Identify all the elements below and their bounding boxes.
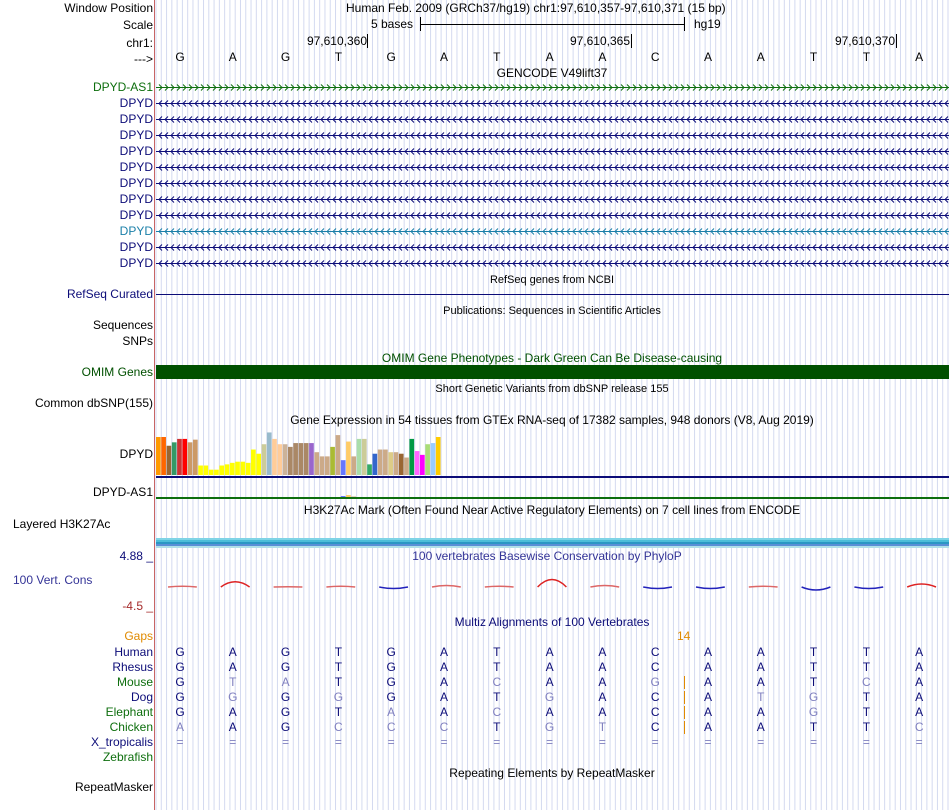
gtex-dpyd-bar[interactable]: [262, 444, 267, 475]
multiz-base: =: [810, 735, 818, 749]
omim-feature-bar[interactable]: [156, 365, 949, 379]
h3k27ac-layer-4: [156, 544, 949, 546]
h3k27ac-layer-3: [156, 542, 949, 544]
multiz-base: T: [862, 720, 871, 734]
gencode-transcript-line[interactable]: [156, 98, 949, 109]
phylop-score-mark[interactable]: [802, 587, 831, 590]
phylop-score-mark[interactable]: [907, 584, 936, 587]
multiz-base: A: [598, 690, 607, 704]
multiz-base: C: [492, 675, 502, 689]
multiz-base: =: [440, 735, 448, 749]
multiz-base: G: [280, 660, 291, 674]
coord-1: 97,610,360: [306, 34, 367, 48]
repeatmasker-title[interactable]: Repeating Elements by RepeatMasker: [449, 766, 655, 780]
phylop-label[interactable]: 100 Vert. Cons: [13, 573, 93, 587]
phylop-score-mark[interactable]: [590, 586, 619, 588]
multiz-species-label[interactable]: Chicken: [109, 720, 153, 734]
gtex-dpyd-bar[interactable]: [161, 437, 166, 475]
gtex-dpyd-bar[interactable]: [362, 439, 367, 475]
gtex-dpyd-bar[interactable]: [240, 462, 245, 475]
multiz-base: =: [229, 735, 237, 749]
gtex-dpyd-bar[interactable]: [299, 443, 304, 475]
gencode-transcript-label[interactable]: DPYD: [119, 240, 153, 254]
multiz-base: G: [280, 690, 291, 704]
phylop-score-mark[interactable]: [168, 586, 197, 587]
multiz-base: A: [545, 660, 554, 674]
multiz-base: =: [282, 735, 290, 749]
reference-base: T: [862, 50, 871, 64]
gencode-transcript-label[interactable]: DPYD: [119, 176, 153, 190]
gtex-dpyd-bar[interactable]: [230, 463, 235, 475]
multiz-base: C: [650, 705, 660, 719]
multiz-base: G: [175, 660, 185, 674]
multiz-base: A: [703, 660, 712, 674]
multiz-base: C: [650, 720, 660, 734]
multiz-base: T: [862, 705, 871, 719]
gtex-dpyd-bar[interactable]: [436, 437, 441, 475]
gtex-dpyd-bar[interactable]: [336, 435, 341, 475]
gtex-dpyd-bar[interactable]: [156, 437, 161, 475]
gtex-dpyd-bar[interactable]: [394, 452, 399, 475]
multiz-base: C: [650, 645, 660, 659]
multiz-base: A: [756, 645, 765, 659]
gencode-transcript-label[interactable]: DPYD: [119, 128, 153, 142]
gtex-dpyd-bar[interactable]: [288, 447, 293, 475]
gencode-transcript-label[interactable]: DPYD: [119, 144, 153, 158]
reference-base: T: [493, 50, 501, 64]
reference-base: G: [280, 50, 291, 64]
multiz-base: A: [598, 675, 607, 689]
gencode-transcript-line[interactable]: [156, 162, 949, 173]
scale-bar-right-tick: [684, 17, 685, 31]
gencode-transcript-line[interactable]: [156, 210, 949, 221]
gtex-dpyd-bar[interactable]: [225, 464, 230, 475]
multiz-base: =: [862, 735, 870, 749]
reference-base: A: [598, 50, 607, 64]
scale-bar: [420, 24, 684, 25]
gencode-transcript-label[interactable]: DPYD: [119, 96, 153, 110]
multiz-base: C: [492, 705, 502, 719]
multiz-base: T: [493, 645, 501, 659]
h3k27ac-label[interactable]: Layered H3K27Ac: [13, 517, 111, 531]
publications-title[interactable]: Publications: Sequences in Scientific Articles: [443, 305, 661, 317]
gtex-dpyd-bar[interactable]: [309, 443, 314, 475]
gtex-title[interactable]: Gene Expression in 54 tissues from GTEx RNA-seq of 17382 samples, 948 donors (V8, Aug 2019): [290, 413, 814, 427]
multiz-base: C: [386, 720, 396, 734]
reference-base: A: [439, 50, 448, 64]
refseq-title[interactable]: RefSeq genes from NCBI: [489, 274, 615, 286]
multiz-base: =: [651, 735, 659, 749]
dbsnp-label[interactable]: Common dbSNP(155): [34, 396, 153, 410]
reference-base: A: [228, 50, 237, 64]
multiz-base: =: [757, 735, 765, 749]
multiz-base: A: [703, 720, 712, 734]
multiz-base: A: [915, 705, 924, 719]
multiz-base: G: [228, 690, 238, 704]
h3k27ac-title[interactable]: H3K27Ac Mark (Often Found Near Active Regulatory Elements) on 7 cell lines from ENCODE: [303, 503, 801, 517]
gencode-transcript-line[interactable]: [156, 146, 949, 157]
multiz-base: T: [862, 660, 871, 674]
multiz-base: A: [915, 690, 924, 704]
gtex-dpyd-bar[interactable]: [283, 444, 288, 475]
multiz-base: A: [545, 705, 554, 719]
gtex-dpyd-bar[interactable]: [372, 454, 377, 475]
gtex-dpyd-bar[interactable]: [182, 439, 187, 475]
gtex-dpyd-bar[interactable]: [256, 454, 261, 475]
gencode-transcript-line[interactable]: [156, 226, 949, 237]
phylop-min-label: -4.5 _: [122, 599, 153, 613]
phylop-signal[interactable]: [156, 566, 949, 606]
multiz-base: A: [439, 690, 448, 704]
multiz-base: T: [809, 660, 818, 674]
gtex-dpyd-bar[interactable]: [214, 470, 219, 475]
multiz-base: T: [598, 720, 607, 734]
multiz-base: T: [809, 675, 818, 689]
gencode-transcript-label[interactable]: DPYD: [119, 256, 153, 270]
multiz-base: G: [650, 675, 660, 689]
phylop-score-mark[interactable]: [432, 586, 461, 588]
multiz-base: A: [703, 645, 712, 659]
multiz-base: =: [598, 735, 606, 749]
phylop-score-mark[interactable]: [749, 586, 778, 587]
gtex-dpyd-bar[interactable]: [314, 452, 319, 475]
gencode-transcript-line[interactable]: [156, 130, 949, 141]
multiz-base: T: [334, 645, 343, 659]
multiz-base: G: [386, 645, 396, 659]
multiz-base: A: [387, 705, 396, 719]
gtex-dpyd-bar[interactable]: [188, 442, 193, 475]
multiz-species-label[interactable]: Human: [114, 645, 153, 659]
refseq-gene-line[interactable]: [156, 294, 949, 295]
gtex-dpyd-bar[interactable]: [198, 466, 203, 476]
gtex-dpyd-bar[interactable]: [251, 450, 256, 475]
window-position-text[interactable]: Human Feb. 2009 (GRCh37/hg19) chr1:97,610,357-97,610,371 (15 bp): [346, 1, 726, 15]
multiz-base: C: [650, 690, 660, 704]
multiz-base: A: [439, 675, 448, 689]
multiz-insertion-marker: [684, 691, 685, 704]
reference-base: A: [545, 50, 554, 64]
multiz-base: G: [386, 660, 396, 674]
multiz-base: G: [175, 645, 185, 659]
multiz-base: T: [334, 705, 343, 719]
multiz-base: G: [386, 690, 396, 704]
chr-label: chr1:: [126, 36, 153, 50]
multiz-base: =: [334, 735, 342, 749]
multiz-base: T: [229, 675, 237, 689]
reference-base: A: [756, 50, 765, 64]
coord-2: 97,610,365: [569, 34, 630, 48]
multiz-base: =: [915, 735, 923, 749]
gencode-transcript-line[interactable]: [156, 178, 949, 189]
gtex-dpyd-bar[interactable]: [388, 452, 393, 475]
publications-snps-label[interactable]: SNPs: [122, 334, 153, 348]
dbsnp-title[interactable]: Short Genetic Variants from dbSNP release 155: [435, 383, 669, 395]
phylop-score-mark[interactable]: [854, 587, 883, 589]
gtex-dpyd-bar[interactable]: [351, 456, 356, 475]
multiz-base: G: [175, 690, 185, 704]
multiz-base: A: [228, 660, 237, 674]
multiz-base: T: [862, 690, 871, 704]
multiz-base: C: [650, 660, 660, 674]
gencode-title[interactable]: GENCODE V49lift37: [496, 66, 608, 80]
gtex-dpyd-bar[interactable]: [167, 446, 172, 475]
gencode-transcript-label[interactable]: DPYD: [119, 224, 153, 238]
reference-base: T: [334, 50, 343, 64]
gtex-dpyd-bar[interactable]: [420, 455, 425, 475]
reference-base: C: [650, 50, 660, 64]
multiz-base: =: [387, 735, 395, 749]
gencode-transcript-label[interactable]: DPYD: [119, 208, 153, 222]
coord-3-tick: [896, 34, 897, 48]
gtex-dpyd-bar[interactable]: [277, 444, 282, 475]
multiz-base: C: [862, 675, 871, 689]
coord-1-tick: [367, 34, 368, 48]
multiz-base: G: [544, 720, 555, 734]
multiz-species-label[interactable]: X_tropicalis: [90, 735, 153, 749]
gtex-dpyd-bar[interactable]: [330, 447, 335, 475]
gtex-gene-dpyd-label[interactable]: DPYD: [119, 447, 153, 461]
multiz-base: G: [808, 705, 819, 719]
multiz-insertion-marker: [684, 706, 685, 719]
multiz-base: A: [228, 645, 237, 659]
gtex-dpyd-bar[interactable]: [320, 456, 325, 475]
multiz-base: A: [756, 705, 765, 719]
multiz-base: C: [439, 720, 449, 734]
multiz-base: G: [175, 675, 185, 689]
multiz-base: =: [546, 735, 554, 749]
gtex-dpyd-bar[interactable]: [204, 466, 209, 476]
multiz-base: A: [175, 720, 184, 734]
gtex-dpyd-bar[interactable]: [404, 458, 409, 475]
gtex-dpyd-bar[interactable]: [267, 432, 272, 475]
reference-base: G: [386, 50, 396, 64]
gtex-dpyd-bar[interactable]: [177, 439, 182, 475]
publications-sequences-label[interactable]: Sequences: [92, 318, 153, 332]
multiz-base: T: [493, 660, 501, 674]
refseq-label[interactable]: RefSeq Curated: [66, 287, 153, 301]
gtex-dpyd-bar[interactable]: [341, 460, 346, 475]
reference-base: G: [175, 50, 185, 64]
gencode-transcript-label[interactable]: DPYD-AS1: [92, 80, 153, 94]
multiz-base: G: [280, 705, 291, 719]
multiz-base: A: [915, 675, 924, 689]
coord-3: 97,610,370: [834, 34, 895, 48]
coord-2-tick: [631, 34, 632, 48]
multiz-species-label[interactable]: Rhesus: [112, 660, 153, 674]
multiz-gap-count: 14: [677, 629, 691, 643]
phylop-title[interactable]: 100 vertebrates Basewise Conservation by PhyloP: [412, 549, 682, 563]
multiz-base: A: [703, 690, 712, 704]
multiz-base: G: [333, 690, 344, 704]
multiz-base: A: [915, 660, 924, 674]
gtex-dpyd-bar[interactable]: [293, 443, 298, 475]
h3k27ac-layer-2: [156, 540, 949, 542]
multiz-base: A: [228, 720, 237, 734]
strand-label: --->: [134, 52, 153, 66]
scale-label: Scale: [122, 18, 153, 32]
multiz-base: A: [756, 675, 765, 689]
multiz-base: T: [862, 645, 871, 659]
scale-db: hg19: [694, 17, 721, 31]
phylop-score-mark[interactable]: [379, 587, 408, 589]
scale-text: 5 bases: [371, 17, 414, 31]
reference-base: A: [915, 50, 924, 64]
multiz-base: T: [334, 675, 343, 689]
multiz-base: T: [757, 690, 765, 704]
gtex-dpyd-bar[interactable]: [235, 462, 240, 475]
gencode-transcript-label[interactable]: DPYD: [119, 192, 153, 206]
multiz-base: A: [915, 645, 924, 659]
multiz-base: A: [703, 675, 712, 689]
multiz-gaps-label[interactable]: Gaps: [124, 629, 153, 643]
gtex-dpyd-bar[interactable]: [415, 451, 420, 475]
repeatmasker-label[interactable]: RepeatMasker: [74, 780, 153, 794]
multiz-species-label[interactable]: Elephant: [105, 705, 153, 719]
multiz-base: G: [280, 720, 291, 734]
multiz-base: A: [598, 705, 607, 719]
phylop-score-mark[interactable]: [643, 587, 672, 589]
reference-base: T: [809, 50, 818, 64]
multiz-base: T: [493, 690, 501, 704]
gencode-transcript-line[interactable]: [156, 258, 949, 269]
omim-title[interactable]: OMIM Gene Phenotypes - Dark Green Can Be Disease-causing: [381, 351, 723, 365]
multiz-base: A: [598, 645, 607, 659]
gtex-dpyd-bar[interactable]: [193, 440, 198, 475]
window-position-label: Window Position: [64, 1, 153, 15]
phylop-score-mark[interactable]: [696, 587, 725, 589]
multiz-base: G: [544, 690, 555, 704]
multiz-base: A: [228, 705, 237, 719]
gencode-transcript-line[interactable]: [156, 114, 949, 125]
gtex-dpyd-bar[interactable]: [325, 456, 330, 475]
gtex-dpyd-bar[interactable]: [346, 442, 351, 475]
gtex-dpyd-bar[interactable]: [383, 450, 388, 475]
phylop-score-mark[interactable]: [326, 586, 355, 587]
reference-base: A: [703, 50, 712, 64]
multiz-base: G: [386, 675, 396, 689]
multiz-base: A: [439, 660, 448, 674]
multiz-insertion-marker: [684, 676, 685, 689]
omim-label[interactable]: OMIM Genes: [81, 365, 153, 379]
multiz-base: A: [545, 675, 554, 689]
phylop-max-label: 4.88 _: [119, 549, 153, 563]
multiz-base: C: [914, 720, 924, 734]
multiz-base: =: [176, 735, 184, 749]
multiz-species-label[interactable]: Zebrafish: [102, 750, 153, 764]
multiz-title[interactable]: Multiz Alignments of 100 Vertebrates: [454, 615, 650, 629]
multiz-base: G: [808, 690, 819, 704]
gtex-gene-dpyd-as1-label[interactable]: DPYD-AS1: [92, 485, 153, 499]
multiz-base: G: [280, 645, 291, 659]
phylop-score-mark[interactable]: [538, 580, 567, 588]
multiz-base: A: [703, 705, 712, 719]
multiz-base: A: [756, 720, 765, 734]
gtex-dpyd-bar[interactable]: [272, 439, 277, 475]
multiz-insertion-marker: [684, 721, 685, 734]
multiz-base: A: [598, 660, 607, 674]
h3k27ac-signal[interactable]: [156, 536, 949, 548]
gencode-transcript-line[interactable]: [156, 242, 949, 253]
gtex-dpyd-bar[interactable]: [431, 443, 436, 475]
gencode-transcript-label[interactable]: DPYD: [119, 160, 153, 174]
gtex-dpyd-bar[interactable]: [172, 442, 177, 475]
gtex-dpyd-bar[interactable]: [399, 454, 404, 475]
multiz-base: =: [704, 735, 712, 749]
gencode-transcript-line[interactable]: [156, 82, 949, 93]
gtex-dpyd-bar[interactable]: [246, 463, 251, 475]
multiz-base: A: [281, 675, 290, 689]
multiz-base: A: [756, 660, 765, 674]
multiz-base: A: [439, 645, 448, 659]
h3k27ac-layer-5: [156, 546, 949, 548]
gtex-dpyd-bar[interactable]: [357, 439, 362, 475]
gencode-transcript-line[interactable]: [156, 194, 949, 205]
gtex-dpyd-bar[interactable]: [304, 443, 309, 475]
phylop-score-mark[interactable]: [485, 586, 514, 587]
gtex-dpyd-bar[interactable]: [409, 439, 414, 475]
gtex-expression-chart[interactable]: [156, 428, 949, 500]
gtex-dpyd-bar[interactable]: [209, 470, 214, 475]
multiz-base: T: [809, 645, 818, 659]
multiz-species-label[interactable]: Dog: [130, 690, 153, 704]
multiz-base: T: [493, 720, 501, 734]
multiz-species-label[interactable]: Mouse: [116, 675, 153, 689]
h3k27ac-layer-1: [156, 538, 949, 540]
gtex-dpyd-bar[interactable]: [378, 450, 383, 475]
multiz-base: C: [334, 720, 343, 734]
phylop-score-mark[interactable]: [221, 582, 250, 587]
scale-bar-left-tick: [420, 17, 421, 31]
multiz-base: =: [493, 735, 501, 749]
multiz-base: G: [175, 705, 185, 719]
gtex-dpyd-bar[interactable]: [219, 466, 224, 476]
multiz-base: T: [334, 660, 343, 674]
multiz-base: A: [439, 705, 448, 719]
gencode-transcript-label[interactable]: DPYD: [119, 112, 153, 126]
gtex-dpyd-bar[interactable]: [425, 444, 430, 475]
multiz-base: T: [809, 720, 818, 734]
multiz-base: A: [545, 645, 554, 659]
gtex-dpyd-bar[interactable]: [367, 464, 372, 475]
